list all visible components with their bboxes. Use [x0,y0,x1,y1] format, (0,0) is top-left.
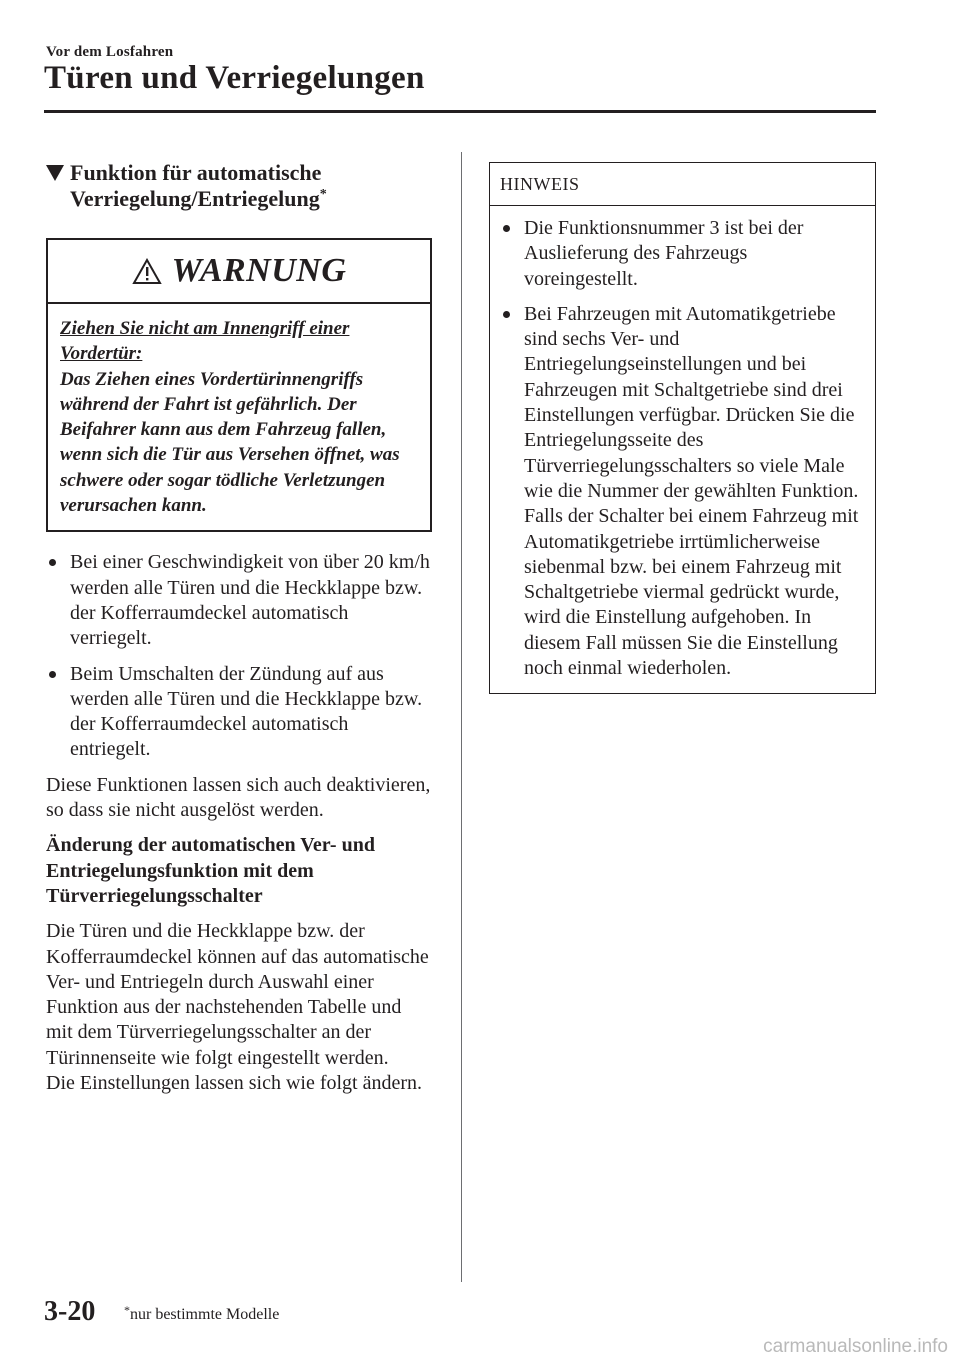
bullet-icon [49,559,56,566]
page-number: 3-20 [44,1296,96,1327]
header-rule [44,110,876,113]
watermark: carmanualsonline.info [763,1336,948,1357]
note-bullet-list [500,216,865,681]
section-heading-line2: Verriegelung/Entriegelung* [70,186,327,211]
warning-body [48,304,430,530]
warning-triangle-icon [132,258,162,285]
page-title: Türen und Verriegelungen [44,60,425,96]
list-item: Bei einer Geschwindigkeit von über 20 km/h werden alle Türen und die Heckklappe bzw. der Kofferraumdeckel automatisch verriegelt. [46,550,432,651]
warning-subhead: Ziehen Sie nicht am Innengriff einer Vordertür: [60,318,350,365]
footer-note: *nur bestimmte Modelle [124,1303,280,1323]
list-item: Die Funktionsnummer 3 ist bei der Auslieferung des Fahrzeugs voreingestellt. [500,216,865,292]
column-divider [461,152,462,1282]
bullet-icon [49,671,56,678]
right-column [489,162,876,694]
bullet-icon [503,311,510,318]
left-bullet-list [46,550,432,762]
paragraph-settings: Die Türen und die Heckklappe bzw. der Kofferraumdeckel können auf das automatische Ver- und Entriegeln durch Auswahl einer Funktion aus der nachstehenden Tabelle und mit dem Türverriegelungsschalter an der Türinnenseite wie folgt eingestellt werden. Die Einstellungen lassen sich wie folgt ändern. [46,920,429,1095]
warning-title: WARNUNG [171,252,347,289]
list-item: Beim Umschalten der Zündung auf aus werden alle Türen und die Heckklappe bzw. der Kofferraumdeckel automatisch entriegelt. [46,662,432,763]
asterisk-mark: * [319,187,327,202]
warning-header [48,240,430,304]
note-box [489,162,876,694]
note-body [490,206,875,693]
warning-text: Das Ziehen eines Vordertürinnengriffs während der Fahrt ist gefährlich. Der Beifahrer kann aus dem Fahrzeug fallen, wenn sich die Tür aus Versehen öffnet, was schwere oder sogar tödliche Verletzungen verursachen kann. [60,368,400,517]
section-heading [46,160,432,212]
warning-box [46,238,432,532]
section-label: Vor dem Losfahren [46,44,174,60]
list-item: Bei Fahrzeugen mit Automatikgetriebe sind sechs Ver- und Entriegelungseinstellungen und bei Fahrzeugen mit Schaltgetriebe sind drei Einstellungen verfügbar. Drücken Sie die Entriegelungsseite des Türverriegelungsschalters so viele Male wie die Nummer der gewählten Funktion. Falls der Schalter bei einem Fahrzeug mit Automatikgetriebe irrtümlicherweise siebenmal bzw. bei einem Fahrzeug mit Schaltgetriebe viermal gedrückt wurde, wird die Einstellung aufgehoben. In diesem Fall müssen Sie die Einstellung noch einmal wiederholen. [500,302,865,681]
subheading: Änderung der automatischen Ver- und Entriegelungsfunktion mit dem Türverriegelungsschalter [46,834,375,907]
asterisk-mark: * [124,1303,130,1317]
bullet-icon [503,225,510,232]
left-column [46,160,432,1096]
triangle-down-icon [46,165,64,181]
paragraph-deactivate: Diese Funktionen lassen sich auch deaktivieren, so dass sie nicht ausgelöst werden. [46,773,431,822]
note-title: HINWEIS [490,163,875,206]
section-heading-line1: Funktion für automatische [70,160,322,185]
